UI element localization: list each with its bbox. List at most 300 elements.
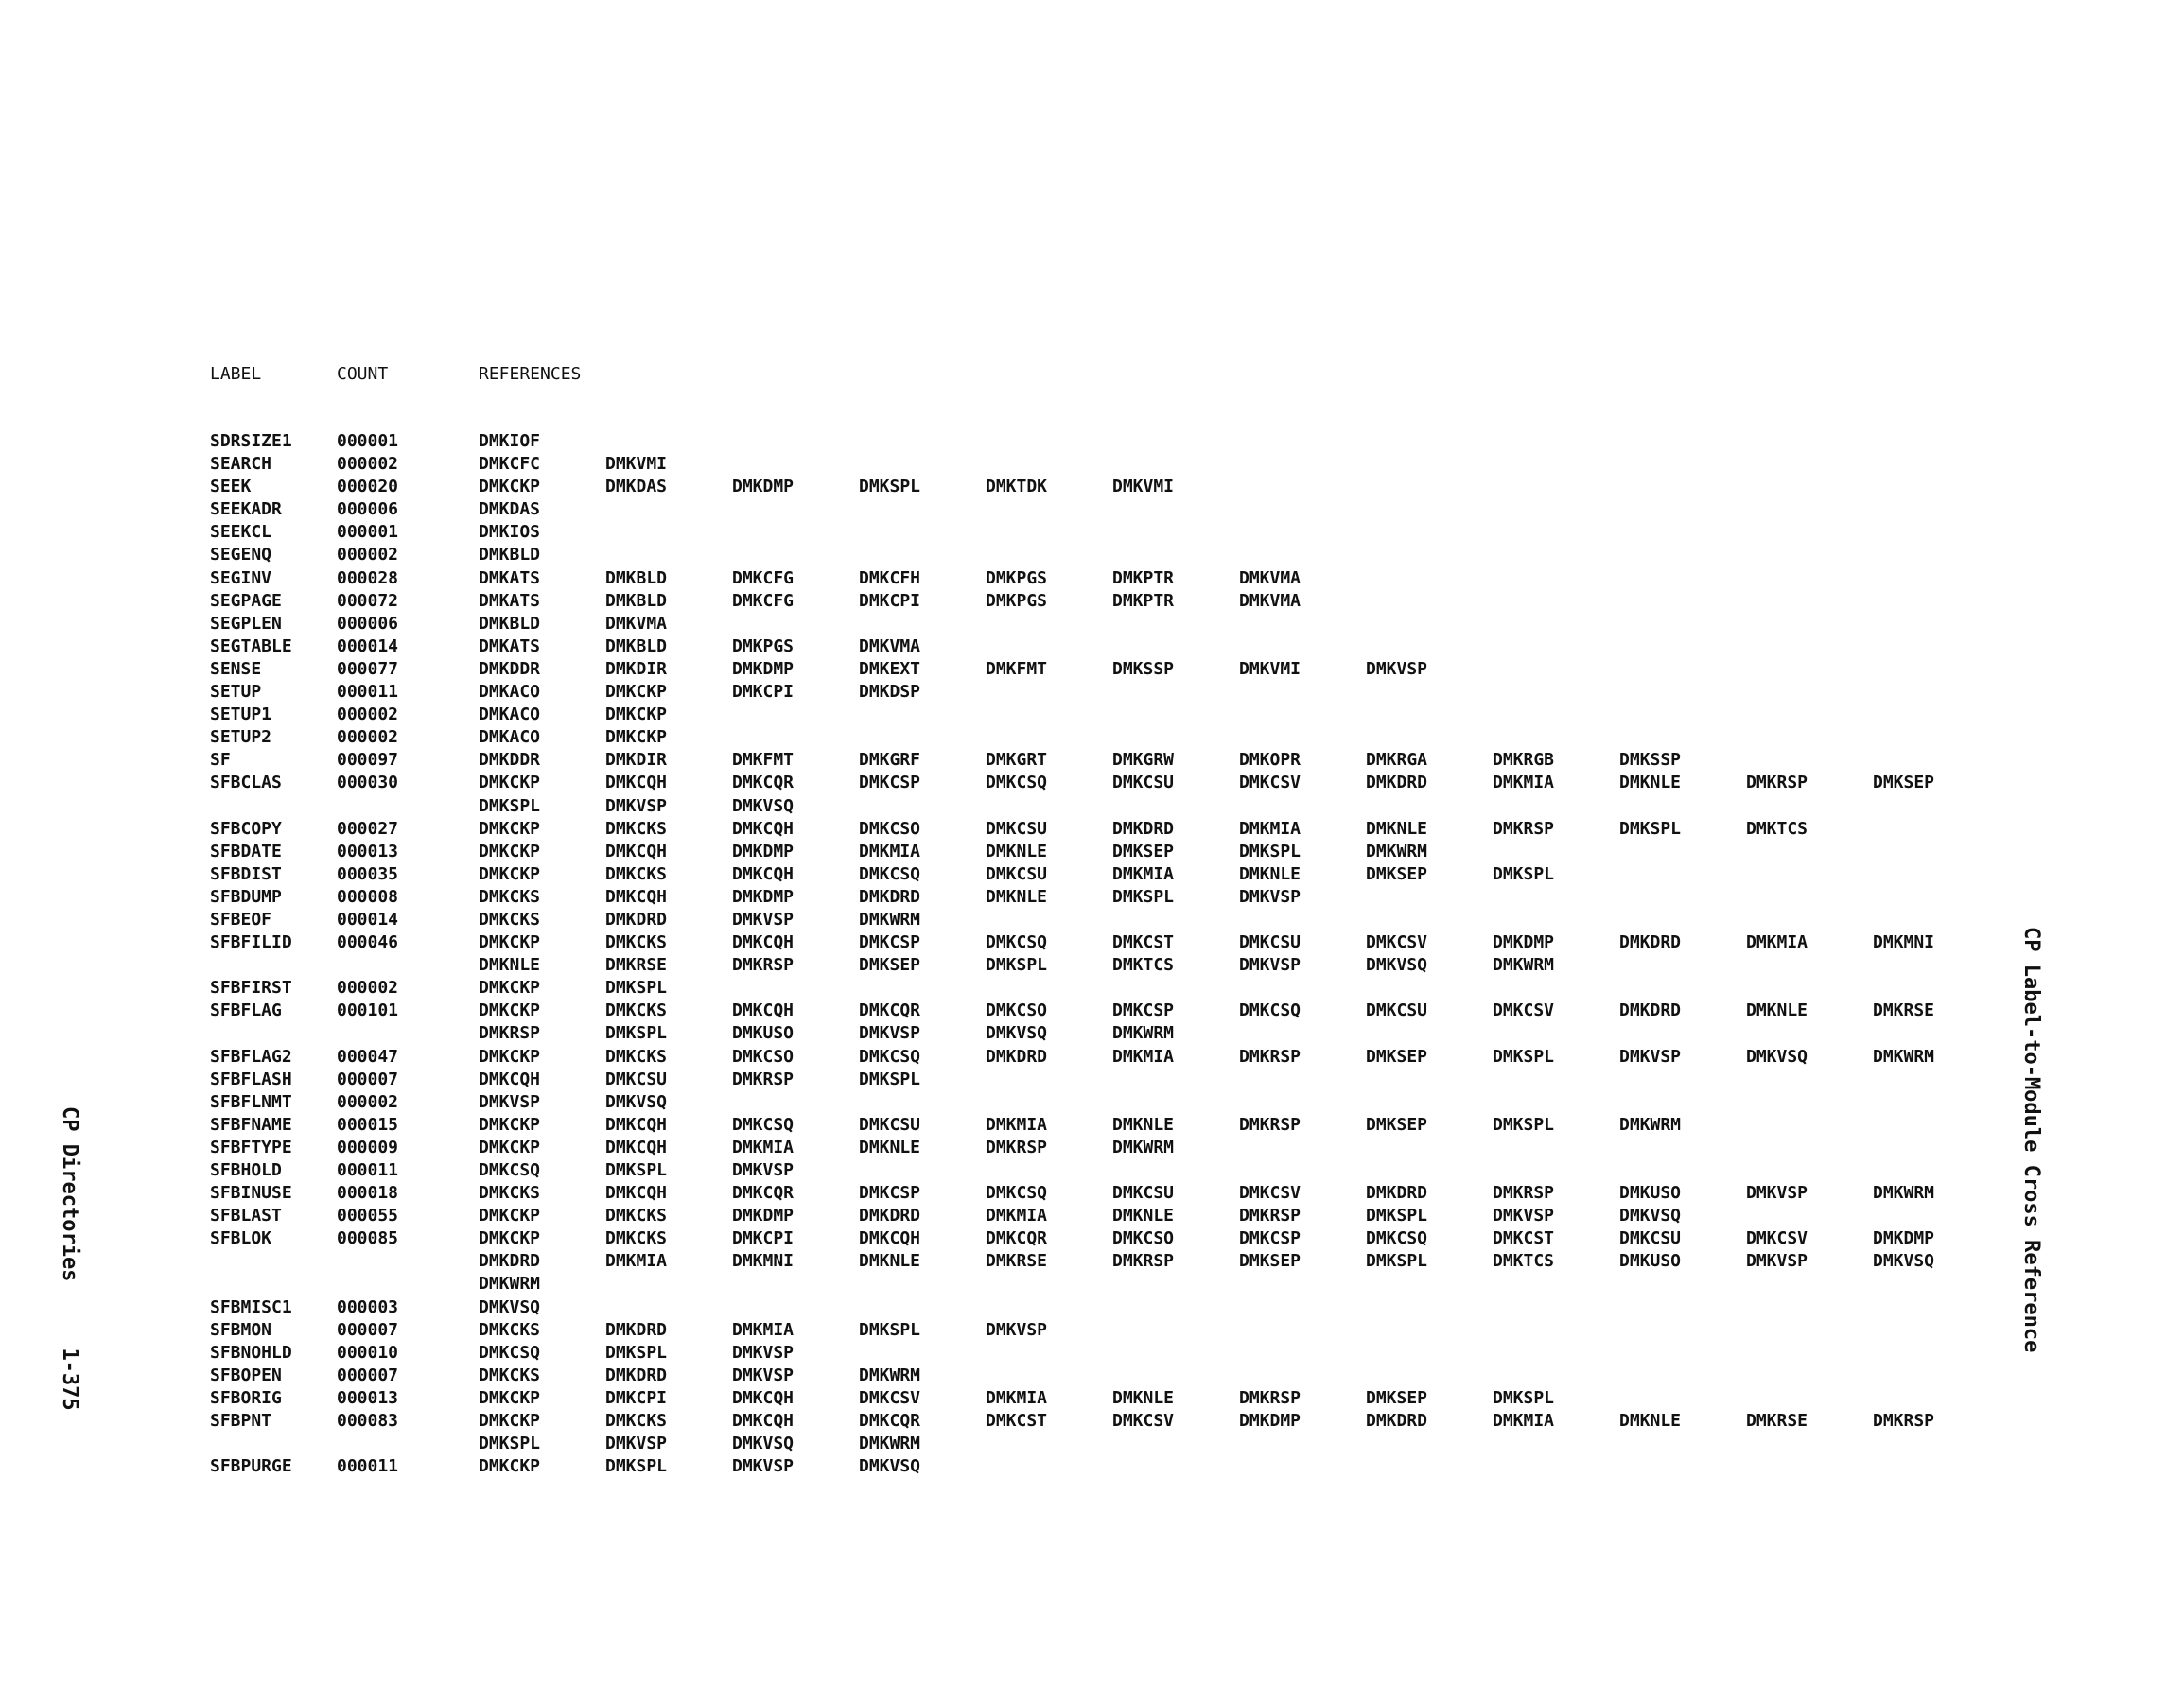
row-label: SFBOPEN: [210, 1365, 282, 1385]
row-label: SFBLOK: [210, 1228, 272, 1249]
reference-module: DMKVSP: [732, 909, 795, 930]
row-label: SFBPNT: [210, 1411, 272, 1432]
reference-module: DMKSPL: [1493, 1046, 1555, 1067]
reference-module: DMKDRD: [1112, 818, 1175, 839]
table-row: [210, 726, 2007, 749]
row-label: SEGENQ: [210, 545, 272, 565]
reference-module: DMKCFG: [732, 567, 795, 588]
reference-module: DMKTCS: [1493, 1251, 1555, 1272]
reference-module: DMKDRD: [1366, 773, 1428, 793]
table-row: [210, 704, 2007, 726]
section-title: CP Directories: [58, 1106, 81, 1282]
reference-module: DMKCKS: [605, 932, 668, 953]
table-row: [210, 886, 2007, 909]
reference-module: DMKTDK: [986, 477, 1048, 497]
reference-module: DMKVSQ: [479, 1296, 541, 1317]
reference-module: DMKCST: [1493, 1228, 1555, 1249]
table-row: [210, 1091, 2007, 1114]
reference-module: DMKRSP: [1493, 818, 1555, 839]
table-row: [210, 1022, 2007, 1045]
reference-module: DMKMIA: [1112, 863, 1175, 884]
reference-module: DMKCKP: [479, 932, 541, 953]
reference-module: DMKWRM: [859, 909, 921, 930]
row-label: SETUP1: [210, 704, 272, 725]
reference-module: DMKMNI: [1873, 932, 1935, 953]
row-label: SFBFLAG: [210, 1000, 282, 1021]
row-label: SFBNOHLD: [210, 1342, 292, 1363]
reference-module: DMKCSV: [1239, 773, 1302, 793]
reference-module: DMKCSU: [1619, 1228, 1682, 1249]
reference-module: DMKVMA: [859, 635, 921, 656]
table-row: [210, 1365, 2007, 1387]
row-count: 000002: [337, 1091, 399, 1112]
reference-module: DMKDRD: [1366, 1411, 1428, 1432]
reference-module: DMKCQH: [605, 1114, 668, 1135]
reference-module: DMKSPL: [605, 1023, 668, 1044]
reference-module: DMKCSP: [1112, 1000, 1175, 1021]
reference-module: DMKCQH: [605, 841, 668, 861]
reference-module: DMKSPL: [1493, 1114, 1555, 1135]
table-row: [210, 1205, 2007, 1227]
reference-module: DMKCPI: [732, 682, 795, 703]
reference-module: DMKCSU: [1366, 1000, 1428, 1021]
reference-module: DMKRSE: [1746, 1411, 1808, 1432]
row-count: 000035: [337, 863, 399, 884]
reference-module: DMKCKP: [479, 477, 541, 497]
reference-module: DMKSEP: [1366, 1114, 1428, 1135]
table-row: [210, 1319, 2007, 1342]
reference-module: DMKCSQ: [986, 1183, 1048, 1204]
reference-module: DMKCQH: [859, 1228, 921, 1249]
row-count: 000002: [337, 704, 399, 725]
row-label: SF: [210, 750, 231, 771]
reference-module: DMKWRM: [1366, 841, 1428, 861]
row-label: SDRSIZE1: [210, 431, 292, 451]
reference-module: DMKRSP: [986, 1137, 1048, 1157]
reference-module: DMKCKS: [605, 1228, 668, 1249]
row-count: 000030: [337, 773, 399, 793]
reference-module: DMKFMT: [732, 750, 795, 771]
reference-module: DMKRSP: [732, 955, 795, 976]
reference-module: DMKBLD: [605, 635, 668, 656]
reference-module: DMKCSP: [859, 1183, 921, 1204]
reference-module: DMKPTR: [1112, 590, 1175, 611]
reference-module: DMKCFH: [859, 567, 921, 588]
reference-module: DMKSPL: [859, 477, 921, 497]
reference-module: DMKCSQ: [986, 773, 1048, 793]
row-label: SFBMISC1: [210, 1296, 292, 1317]
reference-module: DMKVSQ: [605, 1091, 668, 1112]
table-row: [210, 1387, 2007, 1410]
table-row: [210, 453, 2007, 476]
reference-module: DMKCQH: [732, 863, 795, 884]
reference-module: DMKRSP: [1239, 1206, 1302, 1226]
reference-module: DMKVSP: [1746, 1183, 1808, 1204]
reference-module: DMKVSP: [1366, 658, 1428, 679]
reference-module: DMKSEP: [1239, 1251, 1302, 1272]
reference-module: DMKCKS: [605, 863, 668, 884]
row-count: 000047: [337, 1046, 399, 1067]
reference-module: DMKNLE: [859, 1137, 921, 1157]
row-label: SFBDATE: [210, 841, 282, 861]
row-count: 000008: [337, 886, 399, 907]
reference-module: DMKRSP: [1873, 1411, 1935, 1432]
reference-module: DMKSPL: [1493, 863, 1555, 884]
reference-module: DMKVMI: [1239, 658, 1302, 679]
page-number: 1-375: [58, 1348, 81, 1411]
reference-module: DMKCQH: [732, 1387, 795, 1408]
reference-module: DMKMIA: [1746, 932, 1808, 953]
reference-module: DMKVMA: [1239, 590, 1302, 611]
reference-module: DMKCSQ: [1239, 1000, 1302, 1021]
reference-module: DMKCSQ: [859, 863, 921, 884]
reference-module: DMKTCS: [1112, 955, 1175, 976]
reference-module: DMKCSV: [1239, 1183, 1302, 1204]
reference-module: DMKCKP: [479, 1206, 541, 1226]
reference-module: DMKRSP: [1493, 1183, 1555, 1204]
reference-module: DMKDMP: [1239, 1411, 1302, 1432]
reference-module: DMKCQH: [732, 932, 795, 953]
reference-module: DMKDMP: [732, 1206, 795, 1226]
reference-module: DMKSPL: [986, 955, 1048, 976]
table-row: [210, 841, 2007, 863]
reference-module: DMKMIA: [1239, 818, 1302, 839]
reference-module: DMKOPR: [1239, 750, 1302, 771]
reference-module: DMKMIA: [859, 841, 921, 861]
table-row: [210, 498, 2007, 521]
header-label: LABEL: [210, 364, 262, 384]
reference-module: DMKSPL: [605, 978, 668, 999]
row-count: 000011: [337, 682, 399, 703]
reference-module: DMKCQH: [732, 1411, 795, 1432]
reference-module: DMKEXT: [859, 658, 921, 679]
table-row: [210, 544, 2007, 566]
table-row: [210, 818, 2007, 841]
reference-module: DMKCKP: [479, 1137, 541, 1157]
reference-module: DMKSPL: [859, 1069, 921, 1089]
reference-module: DMKVSQ: [859, 1456, 921, 1477]
reference-module: DMKCKP: [479, 1000, 541, 1021]
reference-module: DMKMNI: [732, 1251, 795, 1272]
row-label: SFBDIST: [210, 863, 282, 884]
reference-module: DMKRSE: [1873, 1000, 1935, 1021]
reference-module: DMKCFC: [479, 454, 541, 475]
reference-module: DMKDRD: [986, 1046, 1048, 1067]
reference-module: DMKCKP: [479, 1456, 541, 1477]
reference-module: DMKDMP: [732, 886, 795, 907]
reference-module: DMKNLE: [1619, 1411, 1682, 1432]
reference-module: DMKCPI: [859, 590, 921, 611]
row-label: SFBLAST: [210, 1206, 282, 1226]
reference-module: DMKCSP: [1239, 1228, 1302, 1249]
reference-module: DMKPGS: [732, 635, 795, 656]
reference-module: DMKNLE: [859, 1251, 921, 1272]
reference-module: DMKDRD: [605, 1319, 668, 1340]
row-count: 000001: [337, 522, 399, 543]
row-label: SFBINUSE: [210, 1183, 292, 1204]
row-count: 000003: [337, 1296, 399, 1317]
row-count: 000101: [337, 1000, 399, 1021]
reference-module: DMKSPL: [1366, 1206, 1428, 1226]
reference-module: DMKCKS: [605, 818, 668, 839]
reference-module: DMKFMT: [986, 658, 1048, 679]
reference-module: DMKMIA: [986, 1206, 1048, 1226]
reference-module: DMKVSP: [732, 1160, 795, 1180]
row-label: SEEKCL: [210, 522, 272, 543]
row-label: SFBFLAG2: [210, 1046, 292, 1067]
reference-module: DMKMIA: [1493, 773, 1555, 793]
reference-module: DMKCKS: [605, 1000, 668, 1021]
reference-module: DMKMIA: [732, 1319, 795, 1340]
reference-module: DMKVSP: [1746, 1251, 1808, 1272]
row-count: 000001: [337, 431, 399, 451]
reference-module: DMKDIR: [605, 750, 668, 771]
reference-module: DMKCSU: [986, 863, 1048, 884]
row-label: SEARCH: [210, 454, 272, 475]
reference-module: DMKSEP: [1366, 1387, 1428, 1408]
table-row: [210, 1159, 2007, 1182]
reference-module: DMKCQH: [605, 1183, 668, 1204]
reference-module: DMKCSO: [1112, 1228, 1175, 1249]
row-count: 000002: [337, 727, 399, 748]
reference-module: DMKBLD: [479, 613, 541, 634]
table-row: [210, 1455, 2007, 1478]
table-row: [210, 476, 2007, 498]
row-label: SETUP: [210, 682, 262, 703]
table-row: [210, 567, 2007, 590]
reference-module: DMKMIA: [986, 1114, 1048, 1135]
reference-module: DMKCKP: [479, 1228, 541, 1249]
reference-module: DMKCKP: [479, 1387, 541, 1408]
reference-module: DMKCKP: [479, 1114, 541, 1135]
reference-module: DMKATS: [479, 590, 541, 611]
table-row: [210, 1114, 2007, 1137]
table-row: [210, 863, 2007, 886]
reference-module: DMKCSO: [859, 818, 921, 839]
reference-module: DMKSPL: [479, 795, 541, 816]
reference-module: DMKVSQ: [732, 1434, 795, 1454]
row-count: 000014: [337, 635, 399, 656]
reference-module: DMKVSP: [1239, 955, 1302, 976]
reference-module: DMKMIA: [986, 1387, 1048, 1408]
table-row: [210, 430, 2007, 453]
reference-module: DMKVSP: [732, 1365, 795, 1385]
reference-module: DMKCKP: [479, 773, 541, 793]
reference-module: DMKVSQ: [986, 1023, 1048, 1044]
reference-module: DMKACO: [479, 704, 541, 725]
row-label: SEEK: [210, 477, 252, 497]
reference-module: DMKSPL: [479, 1434, 541, 1454]
row-label: SEGPAGE: [210, 590, 282, 611]
reference-module: DMKGRF: [859, 750, 921, 771]
row-count: 000020: [337, 477, 399, 497]
reference-module: DMKCKP: [605, 727, 668, 748]
running-title-left: [57, 1106, 81, 1411]
reference-module: DMKVSP: [605, 1434, 668, 1454]
table-row: [210, 1250, 2007, 1273]
row-label: SETUP2: [210, 727, 272, 748]
row-count: 000014: [337, 909, 399, 930]
table-row: [210, 977, 2007, 1000]
reference-module: DMKCSV: [1112, 1411, 1175, 1432]
row-count: 000083: [337, 1411, 399, 1432]
reference-module: DMKNLE: [1112, 1387, 1175, 1408]
reference-module: DMKCSU: [1112, 773, 1175, 793]
reference-module: DMKCPI: [605, 1387, 668, 1408]
row-count: 000009: [337, 1137, 399, 1157]
reference-module: DMKNLE: [1619, 773, 1682, 793]
reference-module: DMKSPL: [859, 1319, 921, 1340]
table-row: [210, 1433, 2007, 1455]
reference-module: DMKCQH: [605, 773, 668, 793]
reference-module: DMKCKP: [479, 863, 541, 884]
reference-module: DMKRSP: [732, 1069, 795, 1089]
reference-module: DMKNLE: [479, 955, 541, 976]
reference-module: DMKCQR: [732, 773, 795, 793]
reference-module: DMKVSP: [1619, 1046, 1682, 1067]
reference-module: DMKCSU: [605, 1069, 668, 1089]
reference-module: DMKRSP: [1239, 1387, 1302, 1408]
reference-module: DMKVMI: [605, 454, 668, 475]
row-count: 000002: [337, 454, 399, 475]
reference-module: DMKNLE: [986, 841, 1048, 861]
reference-module: DMKVSP: [605, 795, 668, 816]
reference-module: DMKDRD: [859, 1206, 921, 1226]
row-count: 000007: [337, 1069, 399, 1089]
reference-module: DMKCST: [1112, 932, 1175, 953]
table-row: [210, 1273, 2007, 1296]
row-count: 000006: [337, 613, 399, 634]
reference-module: DMKCKS: [479, 909, 541, 930]
row-label: SFBFTYPE: [210, 1137, 292, 1157]
table-row: [210, 1296, 2007, 1319]
running-title-right: CP Label-to-Module Cross Reference: [2019, 927, 2043, 1353]
reference-module: DMKSEP: [859, 955, 921, 976]
table-row: [210, 521, 2007, 544]
row-count: 000010: [337, 1342, 399, 1363]
reference-module: DMKVMA: [605, 613, 668, 634]
row-count: 000011: [337, 1160, 399, 1180]
reference-module: DMKRSP: [479, 1023, 541, 1044]
reference-module: DMKVSQ: [732, 795, 795, 816]
reference-module: DMKVMI: [1112, 477, 1175, 497]
table-row: [210, 795, 2007, 818]
reference-module: DMKVSP: [732, 1456, 795, 1477]
reference-module: DMKCSQ: [859, 1046, 921, 1067]
row-label: SFBFIRST: [210, 978, 292, 999]
reference-module: DMKCSQ: [732, 1114, 795, 1135]
row-count: 000097: [337, 750, 399, 771]
reference-module: DMKNLE: [1112, 1114, 1175, 1135]
reference-module: DMKACO: [479, 682, 541, 703]
reference-module: DMKCQH: [732, 1000, 795, 1021]
reference-module: DMKMIA: [732, 1137, 795, 1157]
reference-module: DMKWRM: [859, 1365, 921, 1385]
reference-module: DMKVSQ: [1619, 1206, 1682, 1226]
reference-module: DMKPTR: [1112, 567, 1175, 588]
reference-module: DMKCSP: [859, 773, 921, 793]
reference-module: DMKSPL: [605, 1160, 668, 1180]
table-row: [210, 1069, 2007, 1091]
reference-module: DMKATS: [479, 635, 541, 656]
reference-module: DMKCSQ: [1366, 1228, 1428, 1249]
reference-module: DMKNLE: [986, 886, 1048, 907]
reference-module: DMKCQH: [732, 818, 795, 839]
reference-module: DMKSSP: [1112, 658, 1175, 679]
row-count: 000046: [337, 932, 399, 953]
reference-module: DMKSPL: [1112, 886, 1175, 907]
reference-module: DMKCKS: [479, 1319, 541, 1340]
reference-module: DMKCKS: [479, 1365, 541, 1385]
reference-module: DMKCKS: [605, 1046, 668, 1067]
table-row: [210, 909, 2007, 931]
reference-module: DMKCSU: [859, 1114, 921, 1135]
reference-module: DMKDAS: [479, 499, 541, 520]
reference-module: DMKCSV: [1366, 932, 1428, 953]
reference-module: DMKCKP: [479, 1046, 541, 1067]
reference-module: DMKCKP: [479, 1411, 541, 1432]
row-count: 000018: [337, 1183, 399, 1204]
reference-module: DMKNLE: [1239, 863, 1302, 884]
table-row: [210, 1227, 2007, 1250]
reference-module: DMKSPL: [1619, 818, 1682, 839]
reference-module: DMKIOF: [479, 431, 541, 451]
reference-module: DMKCSO: [732, 1046, 795, 1067]
row-label: SFBCOPY: [210, 818, 282, 839]
reference-module: DMKDRD: [1619, 932, 1682, 953]
row-label: SFBCLAS: [210, 773, 282, 793]
reference-module: DMKWRM: [1873, 1183, 1935, 1204]
row-count: 000028: [337, 567, 399, 588]
reference-module: DMKVSQ: [1873, 1251, 1935, 1272]
reference-module: DMKMIA: [1493, 1411, 1555, 1432]
table-row: [210, 1137, 2007, 1159]
row-label: SFBFILID: [210, 932, 292, 953]
reference-module: DMKCSQ: [479, 1160, 541, 1180]
reference-module: DMKCKS: [479, 886, 541, 907]
column-header-row: [210, 363, 2007, 386]
header-references: REFERENCES: [479, 364, 582, 384]
reference-module: DMKDDR: [479, 750, 541, 771]
reference-module: DMKCPI: [732, 1228, 795, 1249]
row-label: SFBPURGE: [210, 1456, 292, 1477]
reference-module: DMKWRM: [1873, 1046, 1935, 1067]
reference-module: DMKCSO: [986, 1000, 1048, 1021]
reference-module: DMKCKP: [479, 818, 541, 839]
row-count: 000006: [337, 499, 399, 520]
reference-module: DMKCQR: [859, 1000, 921, 1021]
reference-module: DMKRSE: [605, 955, 668, 976]
reference-module: DMKBLD: [479, 545, 541, 565]
row-count: 000007: [337, 1365, 399, 1385]
reference-module: DMKTCS: [1746, 818, 1808, 839]
table-row: [210, 635, 2007, 658]
reference-module: DMKDMP: [1493, 932, 1555, 953]
reference-module: DMKDRD: [1366, 1183, 1428, 1204]
reference-module: DMKCSV: [1493, 1000, 1555, 1021]
reference-module: DMKSSP: [1619, 750, 1682, 771]
row-count: 000002: [337, 545, 399, 565]
row-count: 000002: [337, 978, 399, 999]
table-row: [210, 1046, 2007, 1069]
reference-module: DMKDMP: [732, 658, 795, 679]
reference-module: DMKCSU: [986, 818, 1048, 839]
row-count: 000072: [337, 590, 399, 611]
reference-module: DMKDRD: [605, 909, 668, 930]
reference-module: DMKACO: [479, 727, 541, 748]
row-label: SFBHOLD: [210, 1160, 282, 1180]
cross-reference-table: [210, 430, 2007, 1478]
